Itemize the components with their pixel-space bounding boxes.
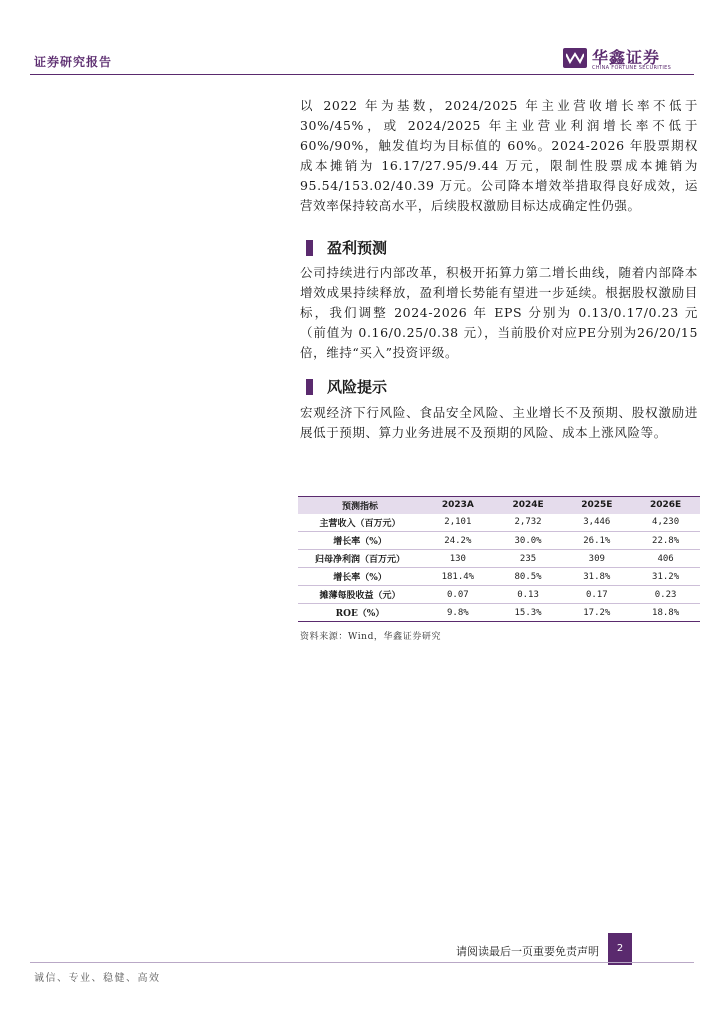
header-divider <box>30 74 694 75</box>
footer-divider <box>30 962 694 963</box>
row-label: ROE（%） <box>298 604 422 622</box>
table-cell: 31.8% <box>562 568 631 586</box>
section-title-text: 风险提示 <box>327 378 388 396</box>
table-cell: 0.07 <box>422 586 494 604</box>
logo-text-cn: 华鑫证券 <box>592 48 661 67</box>
section-title-profit-forecast <box>306 237 387 258</box>
table-header-cell: 预测指标 <box>298 497 422 514</box>
table-cell: 4,230 <box>631 514 700 532</box>
table-cell: 30.0% <box>494 532 563 550</box>
table-header-cell: 2024E <box>494 497 563 514</box>
table-cell: 0.17 <box>562 586 631 604</box>
table-cell: 9.8% <box>422 604 494 622</box>
section-title-text: 盈利预测 <box>327 239 388 257</box>
table-cell: 3,446 <box>562 514 631 532</box>
table-cell: 309 <box>562 550 631 568</box>
table-row <box>298 568 700 586</box>
table-cell: 18.8% <box>631 604 700 622</box>
table-source-note: 资料来源：Wind，华鑫证券研究 <box>300 632 442 642</box>
disclaimer-text: 请阅读最后一页重要免责声明 <box>456 945 599 958</box>
table-cell: 2,732 <box>494 514 563 532</box>
row-label: 增长率（%） <box>298 568 422 586</box>
report-type-label: 证券研究报告 <box>34 55 113 69</box>
logo-text-en: CHINA FORTUNE SECURITIES <box>592 65 672 71</box>
table-cell: 22.8% <box>631 532 700 550</box>
table-header-row <box>298 497 700 514</box>
table-cell: 130 <box>422 550 494 568</box>
row-label: 归母净利润（百万元） <box>298 550 422 568</box>
section-title-risk <box>306 376 387 397</box>
table-row <box>298 586 700 604</box>
table-cell: 406 <box>631 550 700 568</box>
footer-motto: 诚信、专业、稳健、高效 <box>34 973 161 984</box>
table-cell: 80.5% <box>494 568 563 586</box>
logo-mark-icon <box>563 48 587 68</box>
row-label: 增长率（%） <box>298 532 422 550</box>
table-row <box>298 550 700 568</box>
table-cell: 181.4% <box>422 568 494 586</box>
table-header-cell: 2025E <box>562 497 631 514</box>
profit-forecast-paragraph: 公司持续进行内部改革，积极开拓算力第二增长曲线，随着内部降本增效成果持续释放，盈利增长势能有望进一步延续。根据股权激励目标，我们调整 2024-2026 年 EPS 分别为 0.13/0.17/0.23 元（前值为 0.16/0.25/0.38 元），当前股价对应PE分别为26/20/15倍，维持“买入”投资评级。 <box>300 265 698 360</box>
table-row <box>298 604 700 622</box>
section-marker <box>306 379 313 395</box>
table-cell: 17.2% <box>562 604 631 622</box>
disclaimer-link[interactable] <box>446 932 632 966</box>
table-cell: 235 <box>494 550 563 568</box>
table-cell: 26.1% <box>562 532 631 550</box>
page-number: 2 <box>608 933 632 965</box>
incentive-paragraph: 以 2022 年为基数，2024/2025 年主业营收增长率不低于 30%/45%，或 2024/2025 年主业营业利润增长率不低于 60%/90%，触发值均为目标值的 60%。2024-2026 年股票期权成本摊销为 16.17/27.95/9.44 万元，限制性股票成本摊销为 95.54/153.02/40.39 万元。公司降本增效举措取得良好成效，运营效率保持较高水平，后续股权激励目标达成确定性仍强。 <box>300 98 698 213</box>
table-cell: 31.2% <box>631 568 700 586</box>
risk-paragraph: 宏观经济下行风险、食品安全风险、主业增长不及预期、股权激励进展低于预期、算力业务进展不及预期的风险、成本上涨风险等。 <box>300 405 698 440</box>
section-marker <box>306 240 313 256</box>
main-content <box>300 96 698 216</box>
table-cell: 15.3% <box>494 604 563 622</box>
row-label: 摊薄每股收益（元） <box>298 586 422 604</box>
table-header-cell: 2026E <box>631 497 700 514</box>
table-header-cell: 2023A <box>422 497 494 514</box>
table-row <box>298 514 700 532</box>
table-cell: 0.13 <box>494 586 563 604</box>
row-label: 主营收入（百万元） <box>298 514 422 532</box>
company-logo <box>563 45 673 71</box>
table-cell: 0.23 <box>631 586 700 604</box>
table-cell: 24.2% <box>422 532 494 550</box>
table-cell: 2,101 <box>422 514 494 532</box>
forecast-table <box>298 496 700 622</box>
table-row <box>298 532 700 550</box>
